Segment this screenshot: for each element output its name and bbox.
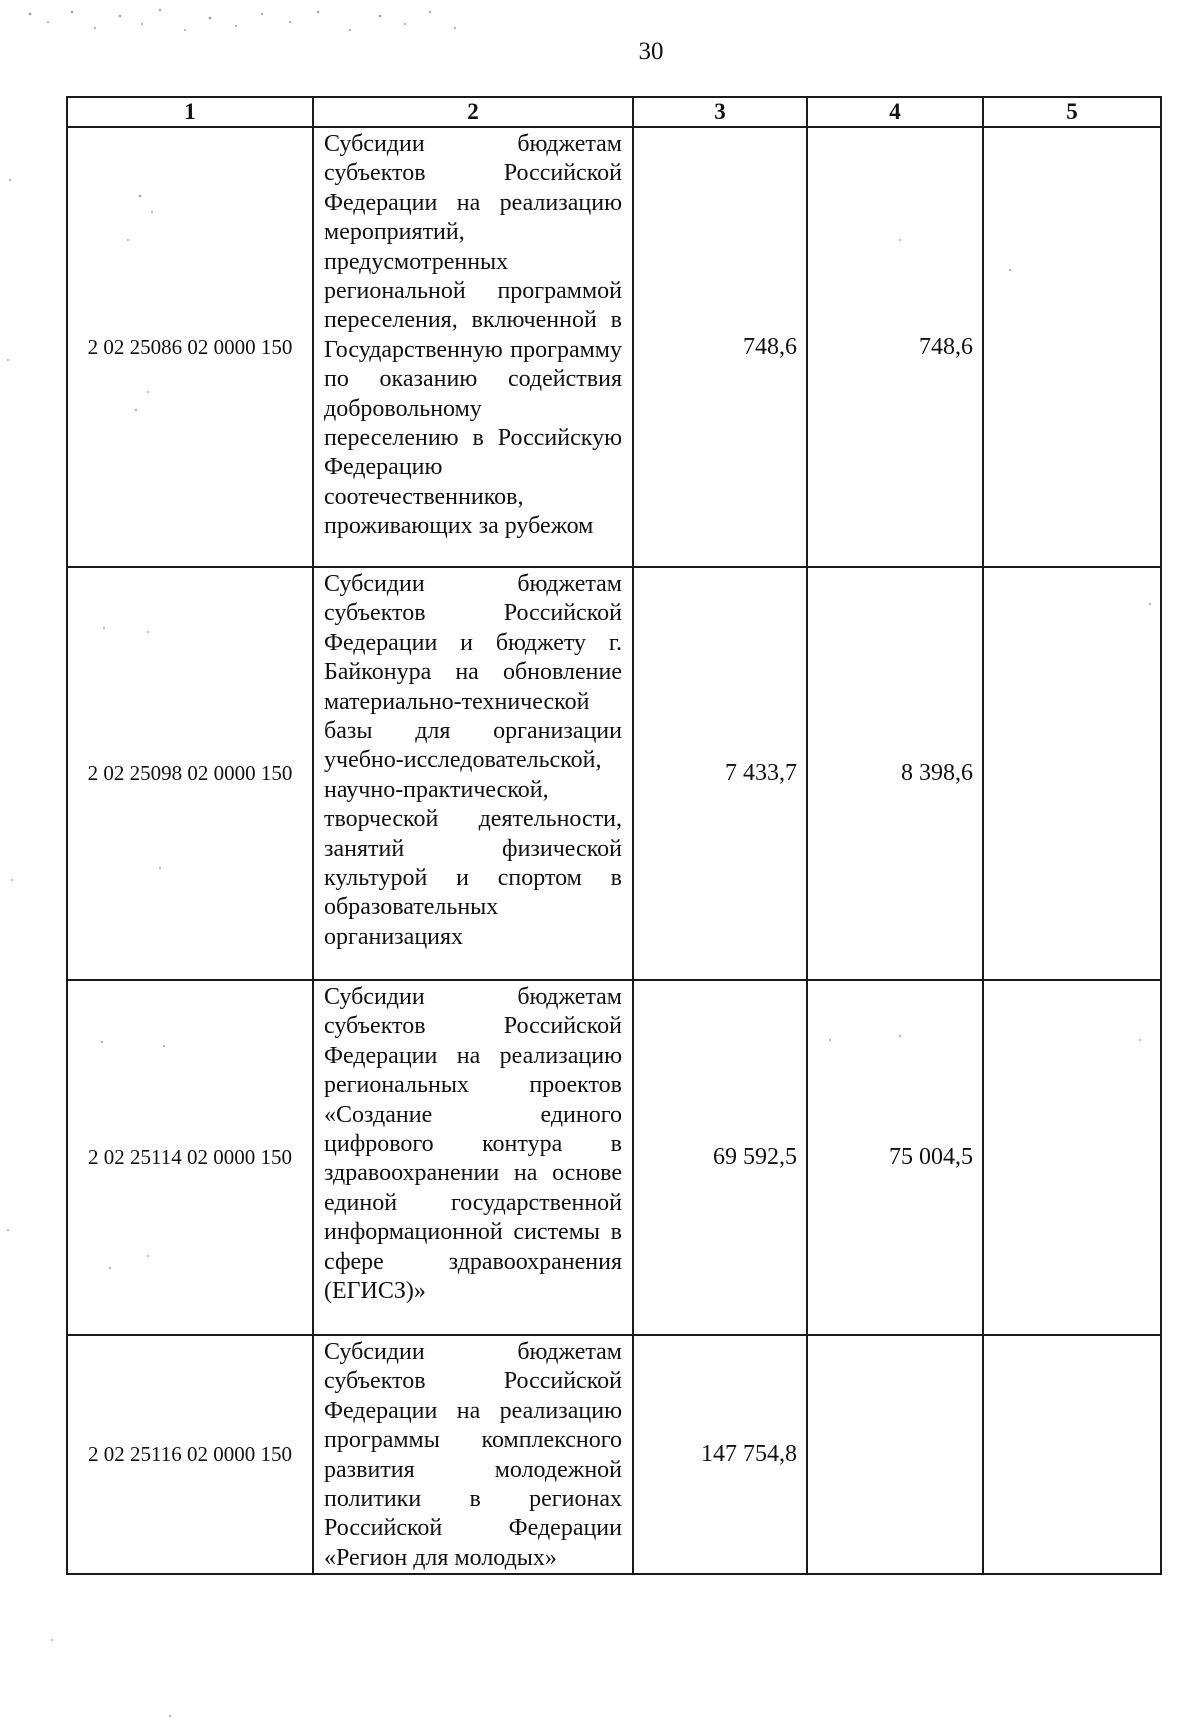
column-header-1: 1 (67, 97, 313, 127)
budget-code: 2 02 25116 02 0000 150 (67, 1335, 313, 1574)
row-description: Субсидии бюджетам субъектов Российской Федерации на реализацию мероприятий, предусмотренных региональной программой переселения, включенной в Государственную программу по оказанию содействия добровольному переселению в Российскую Федерацию соотечественников, проживающих за рубежом (313, 127, 633, 567)
budget-code: 2 02 25098 02 0000 150 (67, 567, 313, 980)
amount-column-4: 8 398,6 (807, 567, 983, 980)
amount-column-5 (983, 567, 1161, 980)
budget-code: 2 02 25086 02 0000 150 (67, 127, 313, 567)
amount-column-3: 748,6 (633, 127, 807, 567)
amount-column-4 (807, 1335, 983, 1574)
column-header-4: 4 (807, 97, 983, 127)
column-header-5: 5 (983, 97, 1161, 127)
table-row (67, 567, 1161, 980)
amount-column-5 (983, 1335, 1161, 1574)
page-number: 30 (638, 38, 664, 65)
table-row (67, 127, 1161, 567)
row-description: Субсидии бюджетам субъектов Российской Федерации на реализацию программы комплексного развития молодежной политики в регионах Российской Федерации «Регион для молодых» (313, 1335, 633, 1574)
amount-column-3: 147 754,8 (633, 1335, 807, 1574)
row-description: Субсидии бюджетам субъектов Российской Федерации и бюджету г. Байконура на обновление материально-технической базы для организации учебно-исследовательской, научно-практической, творческой деятельности, занятий физической культурой и спортом в образовательных организациях (313, 567, 633, 980)
table-header-row (67, 97, 1161, 127)
table-row (67, 1335, 1161, 1574)
amount-column-4: 75 004,5 (807, 980, 983, 1335)
amount-column-3: 7 433,7 (633, 567, 807, 980)
budget-code: 2 02 25114 02 0000 150 (67, 980, 313, 1335)
row-description: Субсидии бюджетам субъектов Российской Федерации на реализацию региональных проектов «Создание единого цифрового контура в здравоохранении на основе единой государственной информационной системы в сфере здравоохранения (ЕГИСЗ)» (313, 980, 633, 1335)
amount-column-4: 748,6 (807, 127, 983, 567)
budget-table (66, 96, 1162, 1575)
amount-column-3: 69 592,5 (633, 980, 807, 1335)
column-header-2: 2 (313, 97, 633, 127)
table-row (67, 980, 1161, 1335)
amount-column-5 (983, 980, 1161, 1335)
amount-column-5 (983, 127, 1161, 567)
column-header-3: 3 (633, 97, 807, 127)
